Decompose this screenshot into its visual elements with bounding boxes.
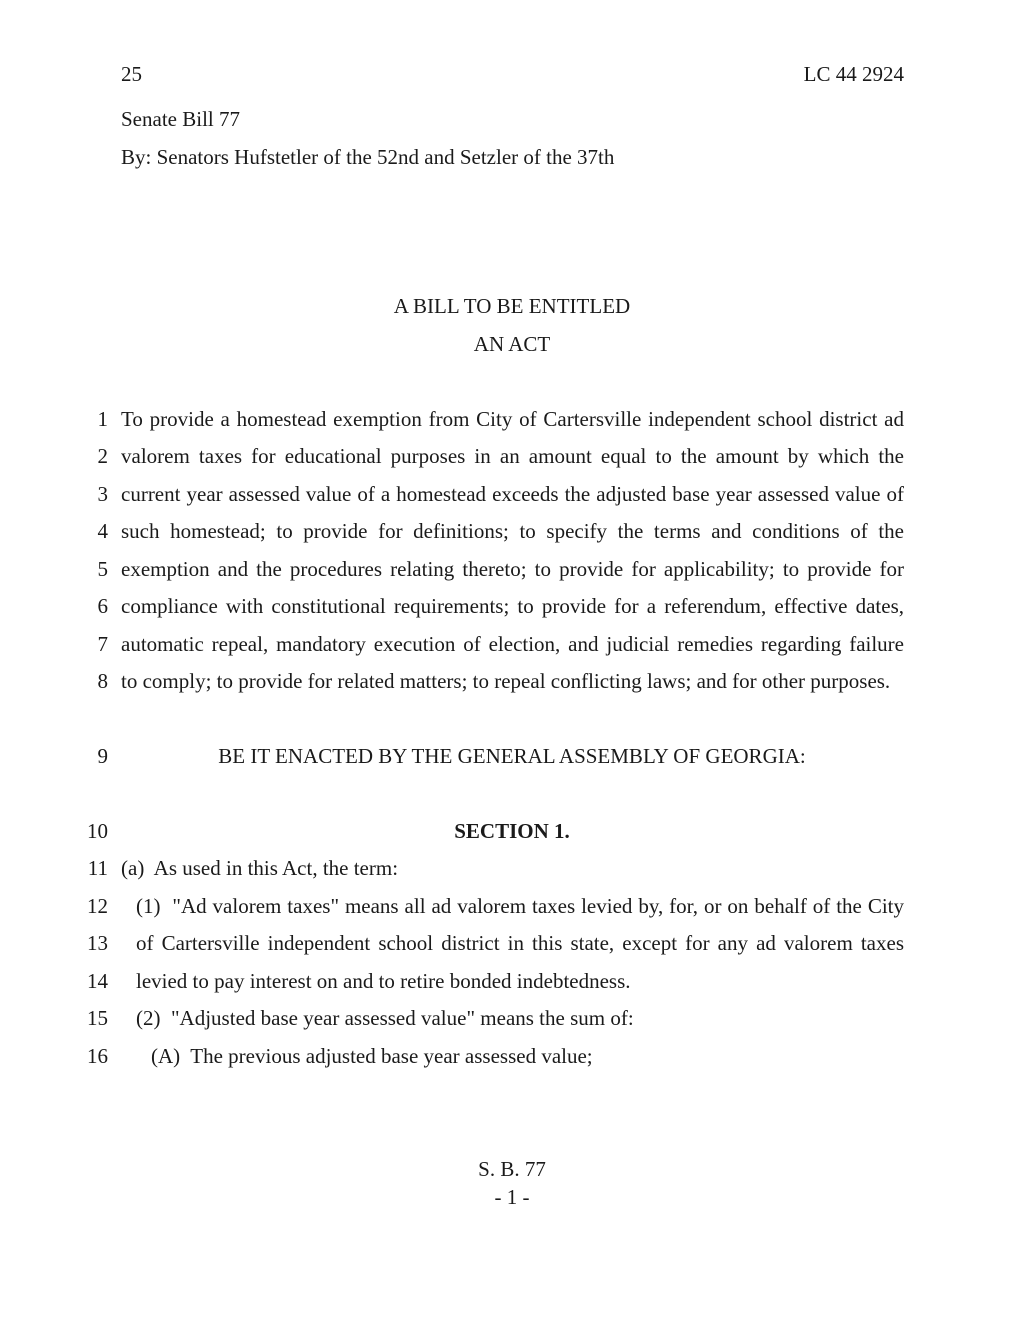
footer-page: - 1 - <box>494 1185 530 1209</box>
caption-line: to comply; to provide for related matters; to repeal conflicting laws; and for other purposes. <box>121 669 891 693</box>
bill-title: A BILL TO BE ENTITLED <box>393 294 631 318</box>
line-number: 15 <box>87 1006 108 1030</box>
line-number: 1 <box>97 407 108 431</box>
caption-line: compliance with constitutional requirements; to provide for a referendum, effective dates, <box>121 594 904 618</box>
caption-line: such homestead; to provide for definitions; to specify the terms and conditions of the <box>121 519 904 543</box>
line-number: 9 <box>97 744 108 768</box>
body-line: levied to pay interest on and to retire bonded indebtedness. <box>136 969 631 993</box>
body-line: (a) As used in this Act, the term: <box>121 856 399 880</box>
caption-line: exemption and the procedures relating thereto; to provide for applicability; to provide for <box>121 557 904 581</box>
line-number: 3 <box>97 482 108 506</box>
sponsors: By: Senators Hufstetler of the 52nd and Setzler of the 37th <box>121 145 615 169</box>
bill-name: Senate Bill 77 <box>121 107 240 131</box>
line-number: 8 <box>97 669 108 693</box>
line-number: 16 <box>87 1044 108 1068</box>
line-number: 7 <box>97 632 108 656</box>
caption-line: current year assessed value of a homestead exceeds the adjusted base year assessed value of <box>121 482 904 506</box>
caption-line: To provide a homestead exemption from City of Cartersville independent school district ad <box>121 407 904 431</box>
line-number: 11 <box>87 856 108 880</box>
caption-line: valorem taxes for educational purposes in an amount equal to the amount by which the <box>121 444 904 468</box>
caption-line: automatic repeal, mandatory execution of election, and judicial remedies regarding failure <box>121 632 904 656</box>
footer-bill-ref: S. B. 77 <box>478 1157 546 1181</box>
line-number: 5 <box>97 557 108 581</box>
page-number: 25 <box>121 62 142 86</box>
body-line: (2) "Adjusted base year assessed value" means the sum of: <box>136 1006 634 1030</box>
line-number: 4 <box>97 519 108 543</box>
line-number: 10 <box>87 819 108 843</box>
body-line: (1) "Ad valorem taxes" means all ad valorem taxes levied by, for, or on behalf of the City <box>136 894 904 918</box>
section-heading: SECTION 1. <box>454 819 570 843</box>
line-number: 2 <box>97 444 108 468</box>
line-number: 14 <box>87 969 108 993</box>
lc-code: LC 44 2924 <box>803 62 904 86</box>
line-number: 13 <box>87 931 108 955</box>
body-line: (A) The previous adjusted base year assessed value; <box>151 1044 593 1068</box>
body-line: of Cartersville independent school district in this state, except for any ad valorem taxes <box>136 931 904 955</box>
line-number: 12 <box>87 894 108 918</box>
line-number: 6 <box>97 594 108 618</box>
enacting-clause: BE IT ENACTED BY THE GENERAL ASSEMBLY OF GEORGIA: <box>218 744 806 768</box>
act-title: AN ACT <box>473 332 551 356</box>
